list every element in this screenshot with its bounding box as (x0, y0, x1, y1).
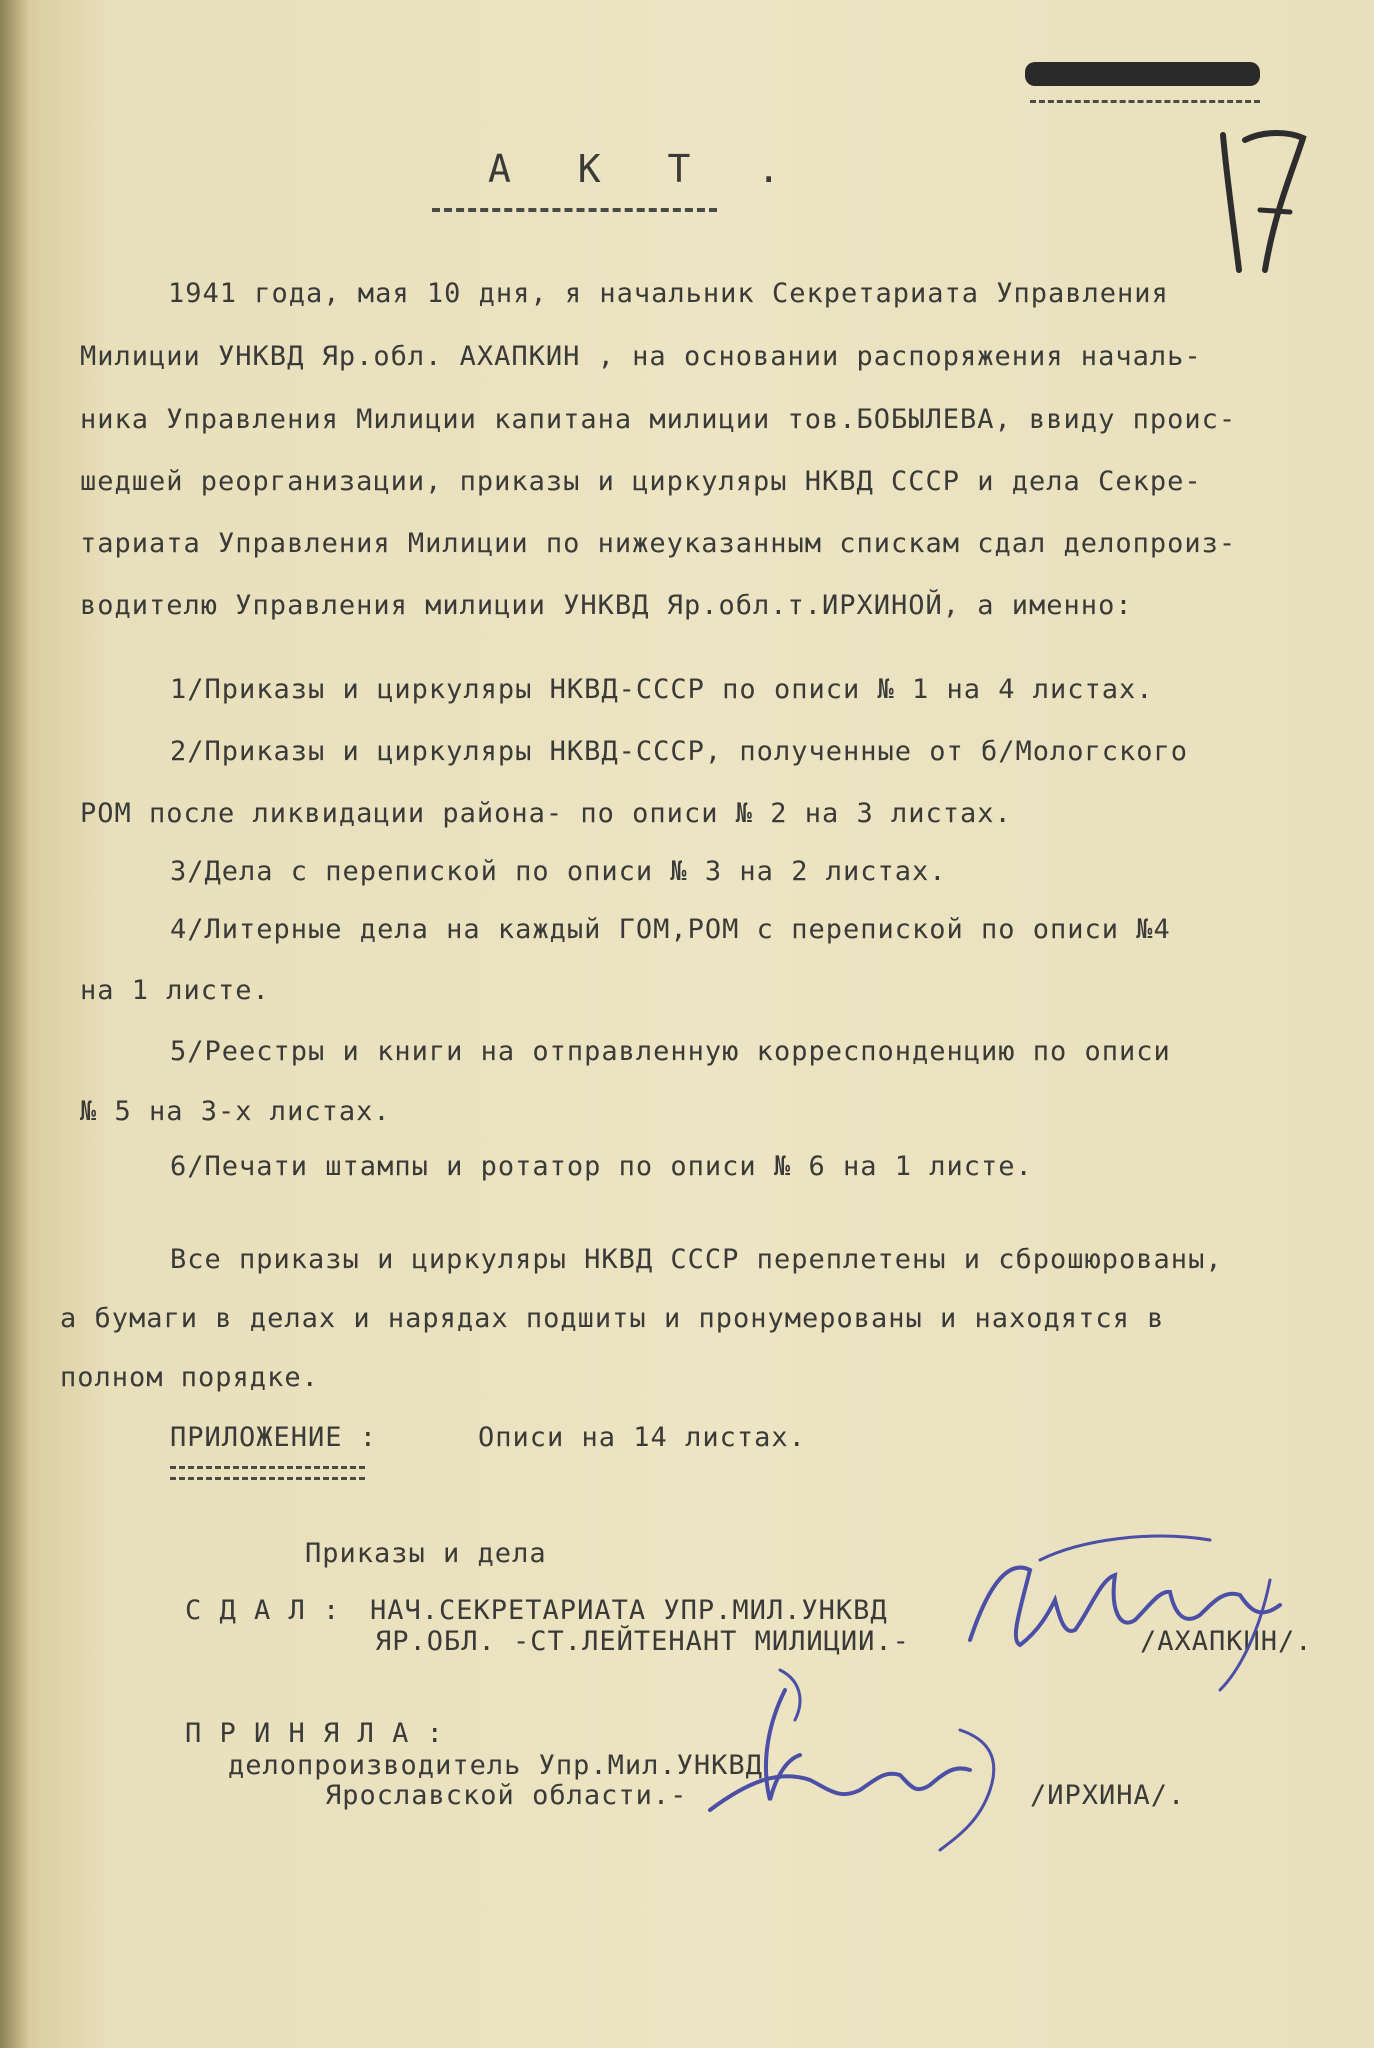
handed-over-rank: ЯР.ОБЛ. -СТ.ЛЕЙТЕНАНТ МИЛИЦИИ.- (375, 1626, 910, 1657)
body-line: 1941 года, мая 10 дня, я начальник Секретариата Управления (168, 278, 1169, 309)
closing-line: Все приказы и циркуляры НКВД СССР переплетены и сброшюрованы, (170, 1244, 1223, 1275)
body-line: шедшей реорганизации, приказы и циркуляры НКВД СССР и дела Секре- (80, 466, 1202, 497)
body-line: тариата Управления Милиции по нижеуказанным спискам сдал делопроиз- (80, 528, 1237, 559)
body-line: ника Управления Милиции капитана милиции тов.БОБЫЛЕВА, ввиду проис- (80, 404, 1237, 435)
closing-line: полном порядке. (60, 1362, 319, 1393)
received-region: Ярославской области.- (325, 1780, 688, 1811)
handed-over-position: НАЧ.СЕКРЕТАРИАТА УПР.МИЛ.УНКВД (370, 1595, 888, 1626)
list-item: 4/Литерные дела на каждый ГОМ,РОМ с перепиской по описи №4 (170, 914, 1171, 945)
handed-over-label: С Д А Л : (185, 1595, 341, 1626)
list-item: на 1 листе. (80, 975, 270, 1006)
page-number-handwritten (1205, 120, 1315, 280)
received-label: П Р И Н Я Л А : (185, 1718, 444, 1749)
closing-line: а бумаги в делах и нарядах подшиты и пронумерованы и находятся в (60, 1303, 1165, 1334)
appendix-double-underline (170, 1466, 365, 1480)
list-item: 6/Печати штампы и ротатор по описи № 6 на 1 листе. (170, 1151, 1033, 1182)
document-title: А К Т . (488, 147, 803, 191)
appendix-label: ПРИЛОЖЕНИЕ : (170, 1422, 378, 1453)
redacted-mark-underline (1030, 100, 1260, 103)
list-item: 1/Приказы и циркуляры НКВД-СССР по описи № 1 на 4 листах. (170, 674, 1154, 705)
body-line: водителю Управления милиции УНКВД Яр.обл.т.ИРХИНОЙ, а именно: (80, 590, 1133, 621)
body-line: Милиции УНКВД Яр.обл. АХАПКИН , на основании распоряжения началь- (80, 341, 1202, 372)
list-item: РОМ после ликвидации района- по описи № 2 на 3 листах. (80, 798, 1012, 829)
orders-and-cases: Приказы и дела (305, 1538, 547, 1569)
signature-irkhina (690, 1660, 1030, 1860)
received-name: /ИРХИНА/. (1030, 1780, 1186, 1811)
list-item: № 5 на 3-х листах. (80, 1096, 391, 1127)
redacted-mark (1025, 62, 1260, 86)
handed-over-name: /АХАПКИН/. (1140, 1626, 1313, 1657)
binding-edge (0, 0, 28, 2048)
title-underline (432, 208, 717, 212)
list-item: 3/Дела с перепиской по описи № 3 на 2 листах. (170, 856, 947, 887)
list-item: 5/Реестры и книги на отправленную корреспонденцию по описи (170, 1036, 1171, 1067)
list-item: 2/Приказы и циркуляры НКВД-СССР, полученные от б/Мологского (170, 736, 1189, 767)
appendix-text: Описи на 14 листах. (478, 1422, 806, 1453)
received-position: делопроизводитель Упр.Мил.УНКВД (228, 1750, 763, 1781)
